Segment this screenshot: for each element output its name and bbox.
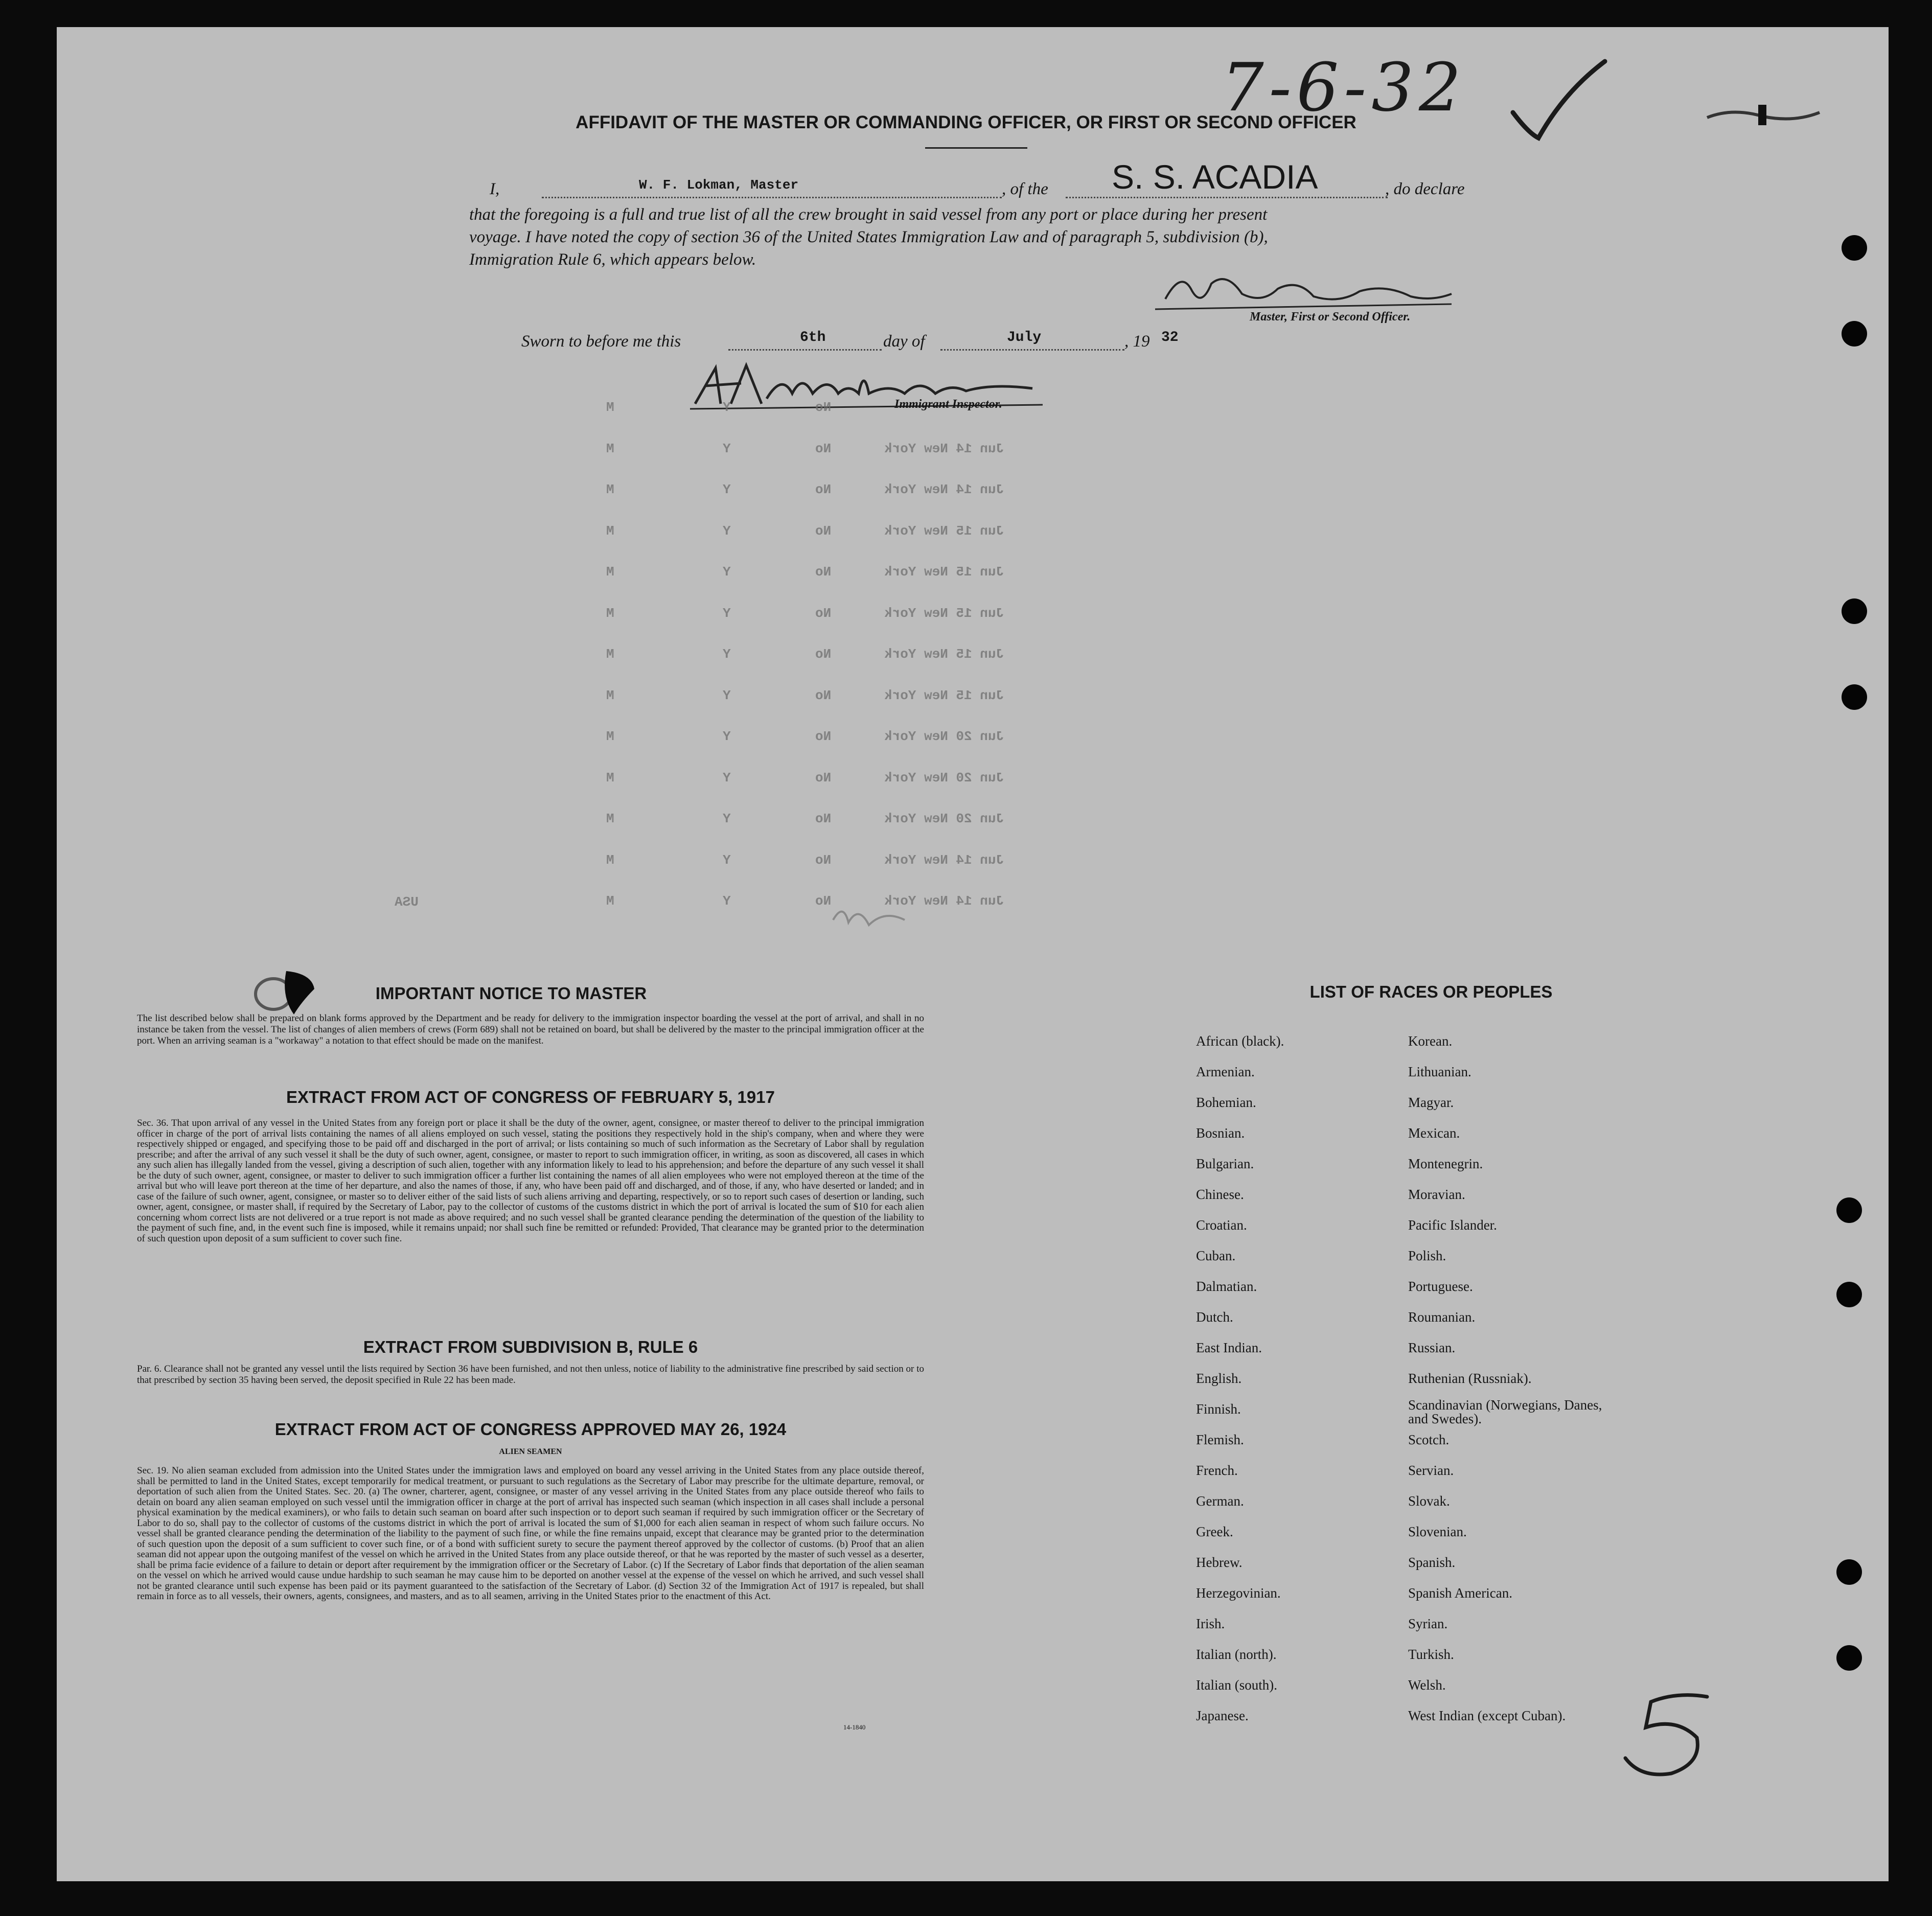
bleed-sex: M [606,441,614,456]
extract-rule6-title: EXTRACT FROM SUBDIVISION B, RULE 6 [363,1337,698,1356]
declaration-line-4: Immigration Rule 6, which appears below. [469,250,756,269]
bleed-through-scribble [828,899,910,935]
bleed-status: Y [723,605,731,621]
form-code: 14-1840 [843,1723,866,1731]
race-item: Dutch. [1196,1309,1233,1325]
extract-1924-body: Sec. 19. No alien seaman excluded from admission into the United States under the immigration laws and employed on board any vessel arriving in the United States from any place outside thereof, shall be permitted to land in the United States, except temporarily for medical treatment, or pursuant to such regulations as the Secretary of Labor may prescribe for the ultimate departure, removal, or deportation of such alien from the United States. Sec. 20. (a) The owner, charterer, agent, consignee, or master of any vessel arriving in the United States from any place outside thereof who fails to detain on board any alien seaman employed on such vessel until the immigration officer in charge at the port of arrival has inspected such seaman (which inspection in all cases shall include a personal physical examination by the medical examiners), or who fails to detain such seaman on board after such inspection or to deport such seaman if required by such immigration officer or the Secretary of Labor to do so, shall pay to the collector of customs of the customs district in which the port of arrival is located the sum of $1,000 for each alien seaman in respect of whom such failure occurs. No vessel shall be granted clearance pending the determination of the liability to the payment of such fine, or while the fine remains unpaid, except that clearance may be granted prior to the determination of such question upon the deposit of a sum sufficient to cover such fine, or of a bond with sufficient surety to secure the payment thereof approved by the collector of customs. (b) Proof that an alien seaman did not appear upon the outgoing manifest of the vessel on which he arrived in the United States from any place outside thereof, or that he was reported by the master of such vessel as a deserter, shall be prima facie evidence of a failure to detain or deport after requirement by the immigration officer or the Secretary of Labor. (c) If the Secretary of Labor finds that deportation of the alien seaman on the vessel on which he arrived would cause undue hardship to such seaman he may cause him to be deported on another vessel at the expense of the vessel on which he arrived, and such vessel shall not be granted clearance until such expense has been paid or its payment guaranteed to the satisfaction of the Secretary of Labor. (d) Section 32 of the Immigration Act of 1917 is repealed, but shall remain in force as to all vessels, their owners, agents, consignees, and masters, and as to all seamen, arriving in the United States prior to the enactment of this Act. [137,1465,924,1602]
bleed-col3: No [815,523,832,539]
race-item: Spanish. [1408,1555,1456,1570]
bleed-sex: M [606,523,614,539]
year-value: 32 [1161,330,1179,345]
bleed-date: Jun 15 New York [884,523,1004,539]
sworn-month-value: July [1007,330,1042,345]
check-mark-icon [1508,56,1610,143]
race-item: Bohemian. [1196,1095,1256,1110]
handwritten-date: 7-6-32 [1222,49,1466,126]
bleed-col3: No [815,605,832,621]
race-item: Mexican. [1408,1125,1460,1141]
bleed-sex: M [606,564,614,580]
declaration-line-3: voyage. I have noted the copy of section 36 of the United States Immigration Law and of paragraph 5, subdivision (b), [469,228,1268,246]
race-item: Magyar. [1408,1095,1454,1110]
document-page [57,27,1889,1881]
bleed-status: Y [723,523,731,539]
binder-hole [1836,1282,1862,1307]
bleed-status: Y [723,852,731,868]
bleed-status: Y [723,811,731,826]
bleed-status: Y [723,400,731,415]
race-item: Chinese. [1196,1187,1244,1202]
race-item: English. [1196,1371,1242,1386]
race-item: Polish. [1408,1248,1446,1263]
binder-hole [1842,598,1867,624]
bleed-sex: M [606,605,614,621]
bleed-date: Jun 15 New York [884,687,1004,703]
race-item: Italian (north). [1196,1647,1277,1662]
bleed-col3: No [815,893,832,909]
race-item: Slovenian. [1408,1524,1467,1539]
declaration-line-2: that the foregoing is a full and true list of all the crew brought in said vessel from any port or place during her present [469,205,1268,224]
alien-seamen-subtitle: ALIEN SEAMEN [499,1447,562,1456]
race-item: Japanese. [1196,1708,1249,1723]
extract-1917-title: EXTRACT FROM ACT OF CONGRESS OF FEBRUARY 5, 1917 [286,1088,775,1106]
bleed-date: Jun 14 New York [884,482,1004,497]
race-item: Spanish American. [1408,1585,1512,1601]
vessel-blank [1066,197,1388,198]
bleed-col3: No [815,729,832,744]
affidavit-title: AFFIDAVIT OF THE MASTER OR COMMANDING OFFICER, OR FIRST OR SECOND OFFICER [576,112,1356,132]
stamp-mark [1702,102,1825,133]
bleed-status: Y [723,770,731,786]
race-item: Croatian. [1196,1217,1247,1233]
race-item: Herzegovinian. [1196,1585,1281,1601]
do-declare-label: , do declare [1385,180,1465,198]
bleed-date: Jun 15 New York [884,605,1004,621]
bleed-date: Jun 15 New York [884,647,1004,662]
title-divider [925,147,1027,149]
bleed-sex: M [606,811,614,826]
races-title: LIST OF RACES OR PEOPLES [1309,982,1553,1001]
race-item: Turkish. [1408,1647,1454,1662]
race-item: Irish. [1196,1616,1225,1631]
of-the-label: , of the [1002,180,1048,198]
sworn-day-blank [728,349,882,351]
master-signature [1145,268,1462,314]
binder-hole [1842,235,1867,261]
race-item: Armenian. [1196,1064,1255,1079]
bleed-date: Jun 14 New York [884,852,1004,868]
race-item: East Indian. [1196,1340,1262,1355]
day-of-label: day of [883,332,925,351]
binder-hole [1836,1197,1862,1223]
bleed-date: Jun 20 New York [884,811,1004,826]
master-signature-caption: Master, First or Second Officer. [1250,310,1411,324]
binder-hole [1836,1559,1862,1585]
bleed-sex: M [606,893,614,909]
bleed-date: Jun 14 New York [884,893,1004,909]
bleed-status: Y [723,893,731,909]
bleed-col3: No [815,811,832,826]
binder-hole [1842,321,1867,347]
sworn-label: Sworn to before me this [521,332,681,351]
race-item: Russian. [1408,1340,1456,1355]
declaration-lead: I, [490,180,500,198]
inspector-caption: Immigrant Inspector. [894,398,1002,411]
race-item: Pacific Islander. [1408,1217,1497,1233]
bleed-status: Y [723,647,731,662]
notice-body: The list described below shall be prepared on blank forms approved by the Department and be ready for delivery to the immigration inspector boarding the vessel at the port of arrival, and shall in no instance be taken from the vessel. The list of changes of alien members of crews (Form 689) shall not be retained on board, but shall be delivered by the master to the principal immigration officer at the port. When an arriving seaman is a "workaway" a notation to that effect should be made on the manifest. [137,1013,924,1046]
race-item: Finnish. [1196,1401,1241,1417]
notice-title: IMPORTANT NOTICE TO MASTER [375,984,647,1003]
bleed-date: Jun 15 New York [884,564,1004,580]
bleed-col3: No [815,482,832,497]
master-name-value: W. F. Lokman, Master [639,177,799,193]
race-item: Scotch. [1408,1432,1450,1447]
race-item: Portuguese. [1408,1279,1473,1294]
bleed-date: Jun 20 New York [884,770,1004,786]
race-item: Flemish. [1196,1432,1244,1447]
race-item: German. [1196,1493,1244,1509]
race-item: West Indian (except Cuban). [1408,1708,1566,1723]
sworn-month-blank [940,349,1124,351]
race-item: Slovak. [1408,1493,1450,1509]
bleed-col3: No [815,687,832,703]
race-item: Roumanian. [1408,1309,1476,1325]
race-item: Italian (south). [1196,1677,1277,1693]
bleed-sex: M [606,400,614,415]
race-item: Bosnian. [1196,1125,1245,1141]
bleed-sex: M [606,852,614,868]
race-item: French. [1196,1463,1238,1478]
year-label: , 19 [1124,332,1150,351]
race-item: Syrian. [1408,1616,1448,1631]
bleed-sex: M [606,770,614,786]
bleed-col3: No [815,400,832,415]
bleed-status: Y [723,729,731,744]
race-item: Servian. [1408,1463,1454,1478]
bleed-status: Y [723,482,731,497]
race-item: Lithuanian. [1408,1064,1471,1079]
race-item: Welsh. [1408,1677,1446,1693]
bleed-status: Y [723,441,731,456]
bleed-col3: No [815,852,832,868]
bleed-through-extra: USA [395,894,419,910]
race-item: Ruthenian (Russniak). [1408,1371,1532,1386]
race-item: Korean. [1408,1033,1453,1049]
bleed-status: Y [723,687,731,703]
bleed-date: Jun 20 New York [884,729,1004,744]
bleed-sex: M [606,647,614,662]
race-item: Bulgarian. [1196,1156,1254,1171]
name-blank [542,197,1002,198]
binder-hole [1842,684,1867,710]
bleed-date: Jun 14 New York [884,441,1004,456]
race-item: Greek. [1196,1524,1233,1539]
bleed-status: Y [723,564,731,580]
race-item: Montenegrin. [1408,1156,1483,1171]
bleed-col3: No [815,441,832,456]
vessel-name: S. S. ACADIA [1112,158,1318,196]
race-item: Scandinavian (Norwegians, Danes, and Swedes). [1408,1397,1602,1426]
bleed-col3: No [815,564,832,580]
bleed-sex: M [606,729,614,744]
race-item: Moravian. [1408,1187,1465,1202]
extract-rule6-body: Par. 6. Clearance shall not be granted any vessel until the lists required by Section 36 have been furnished, and not then unless, notice of liability to the administrative fine prescribed by said section or to that prescribed by section 35 having been served, the deposit specified in Rule 22 has been made. [137,1364,924,1386]
bleed-col3: No [815,770,832,786]
binder-hole [1836,1645,1862,1671]
race-item: Hebrew. [1196,1555,1243,1570]
race-item: Dalmatian. [1196,1279,1257,1294]
race-item: Cuban. [1196,1248,1236,1263]
bleed-sex: M [606,687,614,703]
bleed-sex: M [606,482,614,497]
handwritten-number [1574,1681,1728,1784]
extract-1917-body: Sec. 36. That upon arrival of any vessel in the United States from any foreign port or place it shall be the duty of the owner, agent, consignee, or master thereof to deliver to the principal immigration officer in charge of the port of arrival lists containing the names of all aliens employed on such vessel, stating the positions they respectively hold in the ship's company, when and where they were respectively shipped or engaged, and specifying those to be paid off and discharged in the port of arrival; or lists containing so much of such information as the Secretary of Labor shall by regulation prescribe; and after the arrival of any such vessel it shall be the duty of such owner, agent, consignee, or master to report to such immigration officer, in writing, as soon as discovered, all cases in which any such alien has illegally landed from the vessel, giving a description of such alien, together with any information likely to lead to his apprehension; and before the departure of any such vessel it shall be the duty of such owner, agent, consignee, or master to deliver to such immigration officer a further list containing the names of all alien employees who were not employed thereon at the time of the arrival but who will leave port thereon at the time of her departure, and also the names of those, if any, who have been paid off and discharged, and of those, if any, who have deserted or landed; and in case of the failure of such owner, agent, consignee, or master so to deliver either of the said lists of such aliens arriving and departing, respectively, or so to report such cases of desertion or landing, such owner, agent, consignee, or master shall, if required by the Secretary of Labor, pay to the collector of customs of the customs district in which the port of arrival is located the sum of $10 for each alien concerning whom correct lists are not delivered or a true report is not made as above required; and no such vessel shall be granted clearance pending the determination of the question of the liability to the payment of such fine, and, in the event such fine is imposed, while it remains unpaid; nor shall such fine be remitted or refunded: Provided, That clearance may be granted prior to the determination of such question upon deposit of a sum sufficient to cover such fine. [137,1118,924,1244]
race-item: African (black). [1196,1033,1284,1049]
bleed-col3: No [815,647,832,662]
sworn-day-value: 6th [800,330,826,345]
extract-1924-title: EXTRACT FROM ACT OF CONGRESS APPROVED MAY 26, 1924 [274,1420,787,1439]
